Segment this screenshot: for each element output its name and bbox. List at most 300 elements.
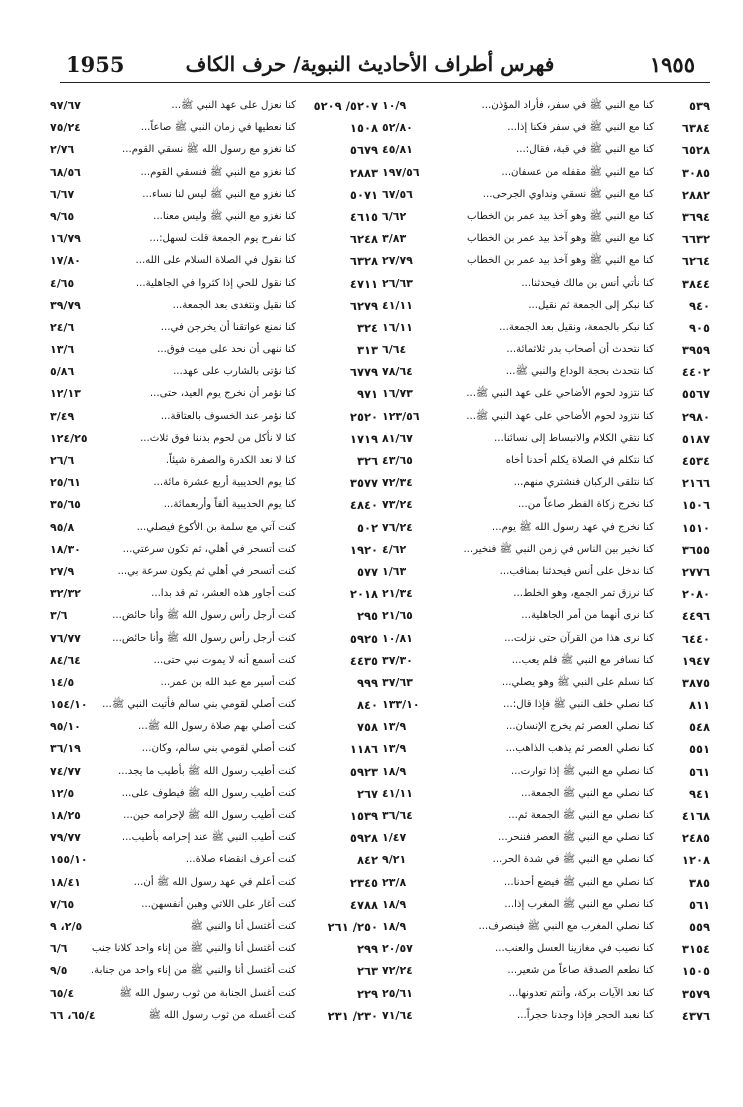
book-chapter-ref: ٤٥/٨١ xyxy=(382,143,413,157)
hadith-number: ٦٧٧٩ xyxy=(349,365,378,380)
hadith-text: كنت أغسل الجنابة من ثوب رسول الله ﷺ xyxy=(119,987,296,999)
index-entry xyxy=(50,761,378,783)
index-entry xyxy=(382,228,710,250)
book-chapter-ref: ٧٣/٢٤ xyxy=(382,498,413,512)
book-chapter-ref: ٤١/١١ xyxy=(382,786,413,800)
index-entry xyxy=(382,162,710,184)
book-chapter-ref: ١٥٤/١٠ xyxy=(50,698,88,712)
book-chapter-ref: ١٨/٩ xyxy=(382,919,407,933)
hadith-text: كنا نصلي العصر ثم يخرج الإنسان... xyxy=(505,721,654,733)
hadith-text: كنت آتي مع سلمة بن الأكوع فيصلي... xyxy=(136,521,296,533)
hadith-number: ٥١٨٧ xyxy=(681,431,710,446)
book-chapter-ref: ٣٦/٦٤ xyxy=(382,809,413,822)
hadith-text: كنا نغزو مع النبي ﷺ وليس معنا... xyxy=(153,210,296,222)
hadith-number: ٣٢٦ xyxy=(356,454,378,468)
hadith-number: ١٩٤٧ xyxy=(681,653,710,668)
hadith-number: ٧٥٨ xyxy=(356,720,378,735)
book-chapter-ref: ٢٣/٨ xyxy=(382,875,407,889)
index-entry xyxy=(50,517,378,539)
book-chapter-ref: ١٣/٩ xyxy=(382,742,407,756)
book-chapter-ref: ٣٧/٣٠ xyxy=(382,653,413,667)
index-entry xyxy=(382,139,710,161)
book-chapter-ref: ٣/٨٣ xyxy=(382,232,407,246)
index-entry xyxy=(50,960,378,982)
hadith-number: ٥٩٢٨ xyxy=(349,831,378,846)
hadith-number: ٩٤٠ xyxy=(688,298,710,313)
hadith-number: ٤٤٩٦ xyxy=(681,609,710,624)
hadith-number: ٢٩٨٠ xyxy=(681,409,710,424)
book-chapter-ref: ١/٦٣ xyxy=(382,564,407,578)
index-entry xyxy=(382,1005,710,1027)
index-entry xyxy=(382,738,710,760)
index-entry xyxy=(382,450,710,472)
book-chapter-ref: ٢٥/٦١ xyxy=(50,476,81,490)
book-chapter-ref: ٢١/٦٥ xyxy=(382,609,413,623)
index-entry xyxy=(50,273,378,295)
hadith-text: كنت أغسله من ثوب رسول الله ﷺ xyxy=(148,1009,296,1021)
hadith-number: ٢٩٥ xyxy=(356,609,378,624)
hadith-number: ٢٦٧ xyxy=(356,786,378,801)
hadith-text: كنا نصلي مع النبي ﷺ العصر فننحر... xyxy=(498,832,654,844)
hadith-number: ١٩٢٠ xyxy=(349,542,378,557)
book-chapter-ref: ٢٤/٦ xyxy=(50,320,75,334)
hadith-text: كنا نتحدث أن أصحاب بدر ثلاثمائة... xyxy=(506,344,654,356)
index-entry xyxy=(382,339,710,361)
hadith-text: كنت أغتسل أنا والنبي ﷺ من إناء واحد كلانا جنب xyxy=(91,943,296,955)
hadith-text: كنا نأتي أنس بن مالك فيحدثنا... xyxy=(521,277,654,289)
hadith-number: ٩٩٩ xyxy=(356,675,378,690)
hadith-number: ٥٩٢٣ xyxy=(349,764,378,779)
index-entry xyxy=(50,250,378,272)
index-entry xyxy=(50,406,378,428)
index-entry xyxy=(382,694,710,716)
book-chapter-ref: ١٨/٩ xyxy=(382,764,407,778)
hadith-text: كنا نصلي المغرب مع النبي ﷺ فينصرف... xyxy=(478,920,654,932)
hadith-number: ٥٧٧ xyxy=(356,564,378,579)
hadith-number: ٣٥٧٩ xyxy=(681,986,710,1001)
index-entry xyxy=(50,849,378,871)
hadith-text: كنت أعلم في عهد رسول الله ﷺ أن... xyxy=(133,876,296,888)
book-chapter-ref: ٦٨/٥٦ xyxy=(50,165,81,179)
index-entry xyxy=(50,95,378,117)
index-entry xyxy=(382,428,710,450)
hadith-text: كنا نرى هذا من القرآن حتى نزلت... xyxy=(504,632,654,644)
hadith-number: ٥٢٠٧/ ٥٢٠٩ xyxy=(313,99,378,113)
hadith-text: كنا نبكر إلى الجمعة ثم نقيل... xyxy=(528,299,654,311)
hadith-text: كنت أعرف انقضاء صلاة... xyxy=(185,854,296,866)
hadith-number: ٦٦٣٢ xyxy=(681,232,710,247)
hadith-number: ٣٦٥٥ xyxy=(681,542,710,557)
book-chapter-ref: ٦٥/٤ xyxy=(50,986,75,1000)
index-entry xyxy=(50,561,378,583)
index-entry xyxy=(382,805,710,827)
hadith-text: كنا نسافر مع النبي ﷺ فلم يعب... xyxy=(511,654,654,666)
hadith-text: كنت أطيب رسول الله ﷺ بأطيب ما يجد... xyxy=(118,765,296,777)
hadith-text: كنا نصلي مع النبي ﷺ إذا توارت... xyxy=(510,765,654,777)
index-entry xyxy=(50,361,378,383)
index-entry xyxy=(50,805,378,827)
book-chapter-ref: ١٠/٨١ xyxy=(382,631,413,645)
hadith-number: ٣٥٧٧ xyxy=(349,476,378,491)
hadith-text: كنا نقول في الصلاة السلام على الله... xyxy=(135,255,296,267)
book-chapter-ref: ٧٤/٧٧ xyxy=(50,764,81,778)
hadith-text: كنا نفرح يوم الجمعة قلت لسهل:... xyxy=(149,233,296,245)
hadith-text: كنا نطعم الصدقة صاعاً من شعير... xyxy=(507,965,654,977)
hadith-number: ٤٤٣٥ xyxy=(349,653,378,668)
index-entry xyxy=(50,1005,378,1027)
book-chapter-ref: ٣٧/٦٣ xyxy=(382,675,413,689)
hadith-text: كنت أصلي لقومي بني سالم فأتيت النبي ﷺ... xyxy=(102,699,296,711)
hadith-text: كنا نبكر بالجمعة، ونقيل بعد الجمعة... xyxy=(499,321,654,333)
book-chapter-ref: ١٨/٣٠ xyxy=(50,542,81,556)
index-entry xyxy=(382,894,710,916)
index-entry xyxy=(382,383,710,405)
book-chapter-ref: ٧٨/٦٤ xyxy=(382,365,413,379)
hadith-text: كنت أتسحر في أهلي، ثم تكون سرعتي... xyxy=(122,543,296,555)
index-entry xyxy=(50,916,378,938)
hadith-number: ٥٥١ xyxy=(688,742,710,757)
hadith-number: ٥٦١ xyxy=(688,897,710,912)
book-chapter-ref: ١٢٣/٥٦ xyxy=(382,409,420,423)
index-entry xyxy=(382,95,710,117)
hadith-number: ٥٥٦٧ xyxy=(681,387,710,402)
hadith-text: كنا نتلقى الركبان فنشتري منهم... xyxy=(513,477,654,489)
hadith-text: كنت أصلي بهم صلاة رسول الله ﷺ... xyxy=(138,721,296,733)
index-entry xyxy=(382,783,710,805)
index-entry xyxy=(50,894,378,916)
hadith-number: ٦٤٤٠ xyxy=(681,631,710,646)
index-entry xyxy=(50,827,378,849)
book-chapter-ref: ٧٢/٢٤ xyxy=(382,964,413,978)
hadith-text: كنا نخير بين الناس في زمن النبي ﷺ فنخير... xyxy=(463,543,654,555)
hadith-text: كنا مع النبي ﷺ في سفر، فأراد المؤذن... xyxy=(481,100,654,111)
book-chapter-ref: ٧٩/٧٧ xyxy=(50,831,81,845)
book-chapter-ref: ٢١/٣٤ xyxy=(382,587,413,601)
index-entry xyxy=(50,738,378,760)
index-entry xyxy=(50,672,378,694)
book-chapter-ref: ١٧/٨٠ xyxy=(50,254,81,268)
index-entry xyxy=(50,450,378,472)
hadith-number: ١٢٠٨ xyxy=(681,853,710,868)
hadith-number: ٢٠١٨ xyxy=(349,587,378,602)
hadith-number: ١٥٠٦ xyxy=(681,498,710,513)
hadith-text: كنا نقول للحي إذا كثروا في الجاهلية... xyxy=(135,277,296,289)
index-entry xyxy=(50,117,378,139)
hadith-number: ٢٠٨٠ xyxy=(681,587,710,602)
book-chapter-ref: ٧٦/٧٧ xyxy=(50,631,81,645)
hadith-text: كنا نصلي مع النبي ﷺ فيضع أحدنا... xyxy=(503,876,654,888)
book-chapter-ref: ٥/٨٦ xyxy=(50,365,75,379)
hadith-text: كنا مع النبي ﷺ في سفر فكنا إذا... xyxy=(507,122,654,134)
hadith-text: كنت أتسحر في أهلي ثم يكون سرعة بي... xyxy=(117,565,296,577)
hadith-text: كنت أسير مع عبد الله بن عمر... xyxy=(160,676,296,688)
hadith-number: ٢٩٩ xyxy=(356,942,378,957)
hadith-text: كنا نرى أنهما من أمر الجاهلية... xyxy=(521,610,654,622)
book-chapter-ref: ٤٣/٦٥ xyxy=(382,454,413,467)
index-entry xyxy=(382,539,710,561)
book-chapter-ref: ٨٤/٦٤ xyxy=(50,653,81,667)
hadith-number: ٤١٦٨ xyxy=(681,809,710,823)
hadith-number: ١٧١٩ xyxy=(349,431,378,446)
hadith-number: ١٥٠٨ xyxy=(349,121,378,136)
book-chapter-ref: ٧٥/٢٤ xyxy=(50,121,81,135)
hadith-text: كنا نغزو مع رسول الله ﷺ نسقي القوم... xyxy=(121,144,296,156)
hadith-text: كنا نصلي خلف النبي ﷺ فإذا قال:... xyxy=(503,699,654,711)
index-entry xyxy=(382,117,710,139)
book-chapter-ref: ٢٦/٦٣ xyxy=(382,276,413,290)
book-chapter-ref: ٦٥/٤، ٦٦ xyxy=(50,1008,96,1022)
book-chapter-ref: ٥٢/٨٠ xyxy=(382,121,413,135)
index-entry xyxy=(382,317,710,339)
book-chapter-ref: ٢/٧٦ xyxy=(50,143,75,157)
index-entry xyxy=(382,472,710,494)
hadith-text: كنت أرجل رأس رسول الله ﷺ وأنا حائض... xyxy=(112,610,296,622)
hadith-number: ٥٦١ xyxy=(688,764,710,779)
book-chapter-ref: ٦/٦ xyxy=(50,942,68,956)
book-chapter-ref: ٩/٦٥ xyxy=(50,209,75,223)
index-entry xyxy=(50,428,378,450)
index-entry xyxy=(382,206,710,228)
hadith-text: كنا مع النبي ﷺ نسقي ونداوي الجرحى... xyxy=(482,188,654,200)
book-chapter-ref: ٢٧/٩ xyxy=(50,564,75,578)
hadith-number: ٦٣٨٤ xyxy=(681,121,710,136)
hadith-number: ٥٠٢ xyxy=(356,520,378,535)
hadith-text: كنا مع النبي ﷺ في قبة، فقال:... xyxy=(516,144,654,156)
hadith-text: كنا نصلي مع النبي ﷺ الجمعة... xyxy=(520,787,654,799)
hadith-text: كنت أغار على اللاتي وهبن أنفسهن... xyxy=(141,898,296,910)
hadith-text: كنا نغزو مع النبي ﷺ فنسقي القوم... xyxy=(140,166,296,178)
index-entry xyxy=(50,539,378,561)
book-chapter-ref: ٧٢/٣٤ xyxy=(382,476,413,490)
hadith-number: ٦٢٤٨ xyxy=(349,232,378,247)
hadith-text: كنا مع النبي ﷺ وهو آخذ بيد عمر بن الخطاب xyxy=(467,233,654,245)
book-chapter-ref: ٧٦/٢٤ xyxy=(382,520,413,534)
index-column-right xyxy=(382,95,710,1025)
book-chapter-ref: ١/٤٧ xyxy=(382,831,407,845)
index-entry xyxy=(382,761,710,783)
page-number-arabic: ١٩٥٥ xyxy=(649,52,695,77)
book-chapter-ref: ١٦/٧٩ xyxy=(50,232,81,246)
index-entry xyxy=(382,184,710,206)
index-entry xyxy=(50,694,378,716)
hadith-text: كنت أجاور هذه العشر، ثم قد بدا... xyxy=(151,588,296,600)
hadith-number: ٢١٦٦ xyxy=(681,476,710,491)
index-entry xyxy=(382,295,710,317)
index-entry xyxy=(50,339,378,361)
book-chapter-ref: ١٤/٥ xyxy=(50,675,75,689)
index-entry xyxy=(50,938,378,960)
hadith-text: كنا نرزق تمر الجمع، وهو الخلط... xyxy=(513,588,654,600)
hadith-number: ٨١١ xyxy=(688,698,710,713)
book-chapter-ref: ١٣٣/١٠ xyxy=(382,698,420,712)
hadith-text: كنا نصلي مع النبي ﷺ الجمعة ثم... xyxy=(508,810,654,821)
hadith-text: كنا نؤتى بالشارب على عهد... xyxy=(173,366,296,378)
hadith-number: ٢٥٠/ ٢٦١ xyxy=(327,919,378,934)
hadith-text: كنا نعزل على عهد النبي ﷺ... xyxy=(171,100,296,111)
hadith-number: ٣٢٤ xyxy=(356,320,378,335)
book-chapter-ref: ٩٧/٦٧ xyxy=(50,99,81,112)
hadith-text: كنا لا نأكل من لحوم بدننا فوق ثلاث... xyxy=(140,432,296,444)
hadith-number: ٣٨٥ xyxy=(688,875,710,890)
hadith-number: ٢٣٤٥ xyxy=(349,875,378,890)
book-chapter-ref: ٢٦/٦ xyxy=(50,454,75,467)
index-entry xyxy=(50,583,378,605)
hadith-text: كنا نعطيها في زمان النبي ﷺ صاعاً... xyxy=(140,122,296,134)
hadith-number: ٤٨٤٠ xyxy=(349,498,378,513)
hadith-text: كنا مع النبي ﷺ وهو آخذ بيد عمر بن الخطاب xyxy=(467,255,654,267)
hadith-number: ٣١٣ xyxy=(356,343,378,358)
index-entry xyxy=(382,650,710,672)
index-column-left xyxy=(50,95,378,1025)
index-entry xyxy=(50,983,378,1005)
hadith-number: ٦٣٢٨ xyxy=(349,254,378,269)
hadith-number: ٣٠٨٥ xyxy=(681,165,710,180)
hadith-number: ٥٣٩ xyxy=(688,99,710,113)
hadith-number: ٤٦١٥ xyxy=(349,209,378,224)
index-entry xyxy=(382,628,710,650)
book-chapter-ref: ١٨/٤١ xyxy=(50,875,81,889)
hadith-text: كنت أغتسل أنا والنبي ﷺ xyxy=(190,920,296,932)
hadith-number: ٢٣٠/ ٢٣١ xyxy=(327,1008,378,1023)
index-entry xyxy=(382,872,710,894)
hadith-text: كنا ندخل على أنس فيحدثنا بمناقب... xyxy=(499,565,654,577)
index-entry xyxy=(382,716,710,738)
hadith-text: كنا نقيل ونتغدى بعد الجمعة... xyxy=(172,299,296,311)
book-chapter-ref: ٩/٥ xyxy=(50,964,68,978)
book-chapter-ref: ٩٥/٨ xyxy=(50,520,75,534)
hadith-number: ٨٤٠ xyxy=(356,698,378,713)
index-entry xyxy=(50,494,378,516)
hadith-text: كنا نتقي الكلام والانبساط إلى نسائنا... xyxy=(494,432,654,444)
book-chapter-ref: ١٣/٩ xyxy=(382,720,407,734)
book-chapter-ref: ٤١/١١ xyxy=(382,298,413,312)
hadith-text: كنا مع النبي ﷺ وهو آخذ بيد عمر بن الخطاب xyxy=(467,210,654,222)
hadith-number: ٢٨٨٣ xyxy=(349,165,378,180)
hadith-number: ١٥٠٥ xyxy=(681,964,710,979)
book-chapter-ref: ٣/٦ xyxy=(50,609,68,623)
hadith-number: ٣٩٥٩ xyxy=(681,343,710,358)
index-entry xyxy=(50,162,378,184)
book-chapter-ref: ٦/٦٤ xyxy=(382,343,407,357)
hadith-number: ١٥١٠ xyxy=(681,520,710,535)
hadith-text: كنا نغزو مع النبي ﷺ ليس لنا نساء... xyxy=(142,188,296,200)
book-chapter-ref: ٢٧/٧٩ xyxy=(382,254,413,268)
index-entry xyxy=(50,228,378,250)
hadith-number: ٣١٥٤ xyxy=(681,942,710,957)
hadith-number: ٩٠٥ xyxy=(688,320,710,335)
index-entry xyxy=(50,383,378,405)
book-chapter-ref: ٣/٤٩ xyxy=(50,409,75,423)
index-entry xyxy=(382,983,710,1005)
index-entry xyxy=(382,406,710,428)
hadith-text: كنا نصلي مع النبي ﷺ في شدة الحر... xyxy=(492,854,654,866)
hadith-number: ٢٧٧٦ xyxy=(681,564,710,579)
book-chapter-ref: ٢٠/٥٧ xyxy=(382,942,413,956)
hadith-text: كنا ننهى أن نحد على ميت فوق... xyxy=(157,344,296,356)
index-entry xyxy=(382,561,710,583)
hadith-number: ١١٨٦ xyxy=(349,742,378,757)
page-title: فهرس أطراف الأحاديث النبوية/ حرف الكاف xyxy=(185,52,555,76)
hadith-text: كنا نؤمر عند الخسوف بالعتاقة... xyxy=(160,410,296,422)
book-chapter-ref: ٦٧/٥٦ xyxy=(382,187,413,201)
hadith-text: كنا نمنع عواتقنا أن يخرجن في... xyxy=(160,321,296,333)
index-entry xyxy=(50,628,378,650)
book-chapter-ref: ٦/٦٧ xyxy=(50,187,75,201)
hadith-number: ٥٠٧١ xyxy=(349,187,378,202)
hadith-text: كنت أطيب رسول الله ﷺ لإحرامه حين... xyxy=(123,810,296,821)
book-chapter-ref: ٧١/٦٤ xyxy=(382,1008,413,1022)
hadith-number: ٦٢٧٩ xyxy=(349,298,378,313)
hadith-text: كنا لا نعد الكدرة والصفرة شيئاً. xyxy=(165,455,296,466)
index-entry xyxy=(382,250,710,272)
hadith-text: كنا نؤمر أن نخرج يوم العيد، حتى... xyxy=(149,388,296,400)
book-chapter-ref: ٣٩/٧٩ xyxy=(50,298,81,312)
book-chapter-ref: ١٦/٧٣ xyxy=(382,387,413,401)
hadith-number: ٤٥٣٤ xyxy=(681,454,710,468)
index-entry xyxy=(382,494,710,516)
book-chapter-ref: ١٨/٩ xyxy=(382,897,407,911)
hadith-text: كنت أصلي لقومي بني سالم، وكان... xyxy=(141,743,296,755)
hadith-text: كنا يوم الحديبية أربع عشرة مائة... xyxy=(153,477,296,489)
hadith-number: ٩٧١ xyxy=(356,387,378,402)
hadith-text: كنا نتحدث بحجة الوداع والنبي ﷺ... xyxy=(505,366,654,378)
hadith-number: ٢٥٢٠ xyxy=(349,409,378,424)
hadith-text: كنا نسلم على النبي ﷺ وهو يصلي... xyxy=(501,676,654,688)
hadith-text: كنا نصلي العصر ثم يذهب الذاهب... xyxy=(505,743,654,755)
book-chapter-ref: ١٩٧/٥٦ xyxy=(382,165,420,179)
hadith-text: كنا نتزود لحوم الأضاحي على عهد النبي ﷺ... xyxy=(466,410,654,422)
hadith-text: كنا نعبد الحجر فإذا وجدنا حجراً... xyxy=(517,1009,654,1021)
hadith-text: كنت أغتسل أنا والنبي ﷺ من إناء واحد من جنابة. xyxy=(90,965,296,977)
index-entry xyxy=(50,472,378,494)
index-entry xyxy=(382,960,710,982)
hadith-text: كنا نعد الآيات بركة، وأنتم تعدونها... xyxy=(508,987,654,999)
hadith-number: ١٥٣٩ xyxy=(349,809,378,823)
hadith-text: كنا نخرج زكاة الفطر صاعاً من... xyxy=(518,499,654,511)
book-chapter-ref: ٤/٦٥ xyxy=(50,276,75,290)
book-chapter-ref: ٣٦/١٩ xyxy=(50,742,81,756)
header-divider xyxy=(60,82,710,83)
book-chapter-ref: ٣٢/٣٢ xyxy=(50,587,81,601)
hadith-number: ٦٢٦٤ xyxy=(681,254,710,269)
index-entry xyxy=(382,916,710,938)
index-entry xyxy=(50,650,378,672)
book-chapter-ref: ٨١/٦٧ xyxy=(382,431,413,445)
index-entry xyxy=(50,295,378,317)
hadith-number: ٤٧٨٨ xyxy=(349,897,378,912)
index-entry xyxy=(50,184,378,206)
hadith-number: ٤٧١١ xyxy=(349,276,378,291)
index-entry xyxy=(50,872,378,894)
index-entry xyxy=(50,317,378,339)
book-chapter-ref: ٦/٦٢ xyxy=(382,209,407,223)
hadith-number: ٢٤٨٥ xyxy=(681,831,710,846)
hadith-number: ٢٦٣ xyxy=(356,964,378,979)
book-chapter-ref: ٢/٥، ٩ xyxy=(50,919,83,933)
index-entry xyxy=(382,849,710,871)
book-chapter-ref: ١٣/٦ xyxy=(50,343,75,357)
hadith-number: ٩٤١ xyxy=(688,786,710,801)
page-number-latin: 1955 xyxy=(66,52,125,77)
book-chapter-ref: ١٢/٥ xyxy=(50,786,75,800)
index-entry xyxy=(382,517,710,539)
hadith-number: ٢٨٨٢ xyxy=(681,187,710,202)
book-chapter-ref: ١٢/١٣ xyxy=(50,387,81,401)
index-entry xyxy=(382,273,710,295)
hadith-number: ٤٣٧٦ xyxy=(681,1008,710,1023)
book-chapter-ref: ١٦/١١ xyxy=(382,320,413,334)
book-chapter-ref: ٩٥/١٠ xyxy=(50,720,81,734)
